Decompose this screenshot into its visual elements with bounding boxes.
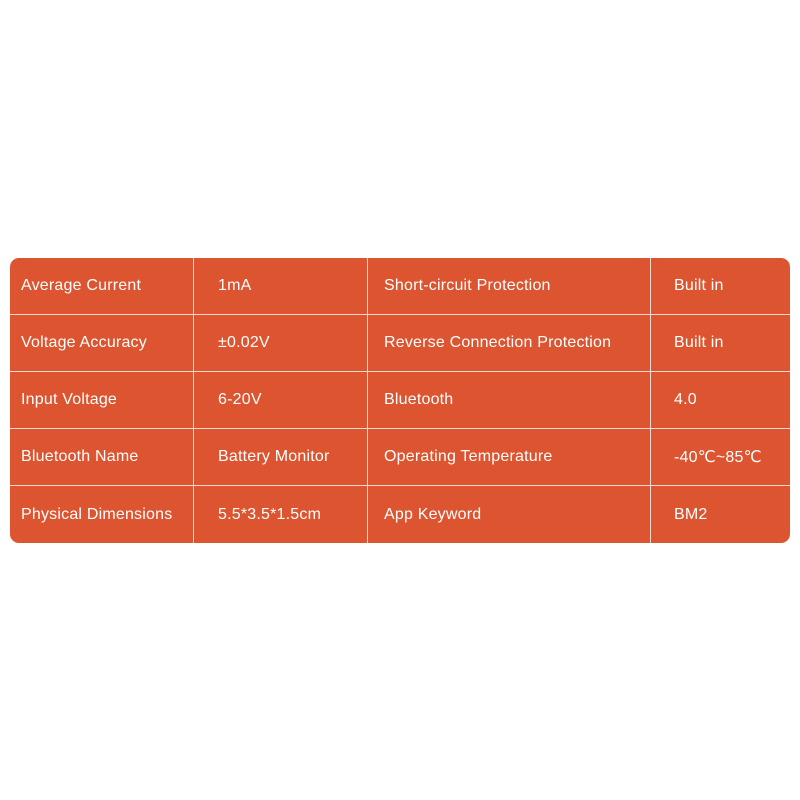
spec-label: Short-circuit Protection <box>368 258 651 314</box>
spec-value: 4.0 <box>674 391 697 408</box>
spec-label: Voltage Accuracy <box>10 315 194 371</box>
spec-value: Battery Monitor <box>194 429 368 485</box>
spec-row-average-current <box>10 258 790 315</box>
spec-value: -40℃~85℃ <box>674 449 762 466</box>
spec-row-physical-dimensions <box>10 486 790 543</box>
spec-row-voltage-accuracy <box>10 315 790 372</box>
spec-label: Bluetooth Name <box>10 429 194 485</box>
spec-value: 1mA <box>194 258 368 314</box>
spec-label: App Keyword <box>368 486 651 543</box>
spec-label: Reverse Connection Protection <box>368 315 651 371</box>
spec-row-input-voltage <box>10 372 790 429</box>
spec-value: BM2 <box>674 505 708 523</box>
spec-value: Built in <box>674 277 724 294</box>
spec-table <box>10 258 790 543</box>
spec-row-bluetooth-name <box>10 429 790 486</box>
spec-label: Physical Dimensions <box>10 486 194 543</box>
spec-value: Built in <box>674 334 724 351</box>
spec-label: Bluetooth <box>368 372 651 428</box>
spec-label: Average Current <box>10 258 194 314</box>
spec-value: 5.5*3.5*1.5cm <box>194 486 368 543</box>
spec-value: ±0.02V <box>194 315 368 371</box>
spec-label: Input Voltage <box>10 372 194 428</box>
spec-value: 6-20V <box>194 372 368 428</box>
spec-label: Operating Temperature <box>368 429 651 485</box>
